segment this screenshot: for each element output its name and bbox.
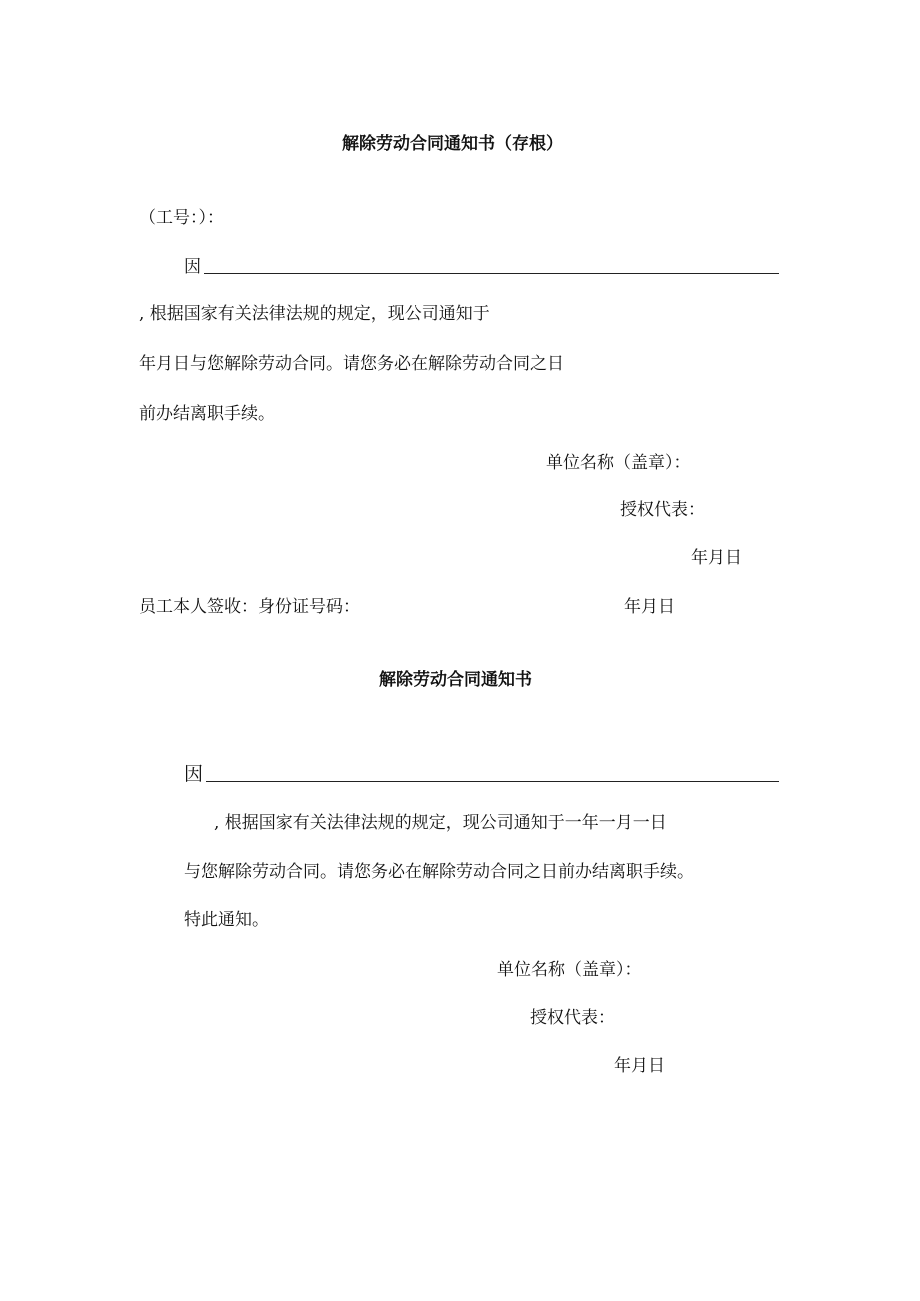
stub-reason-blank-line: [204, 273, 779, 274]
notice-date: 年月日: [614, 1056, 665, 1076]
stub-unit-name: 单位名称（盖章）：: [546, 453, 691, 473]
notice-reason-prefix: 因: [184, 763, 204, 785]
stub-reason-prefix: 因: [184, 257, 201, 277]
notice-unit-name: 单位名称（盖章）：: [497, 960, 642, 980]
stub-paragraph-2: 年月日与您解除劳动合同。请您务必在解除劳动合同之日: [139, 354, 564, 374]
stub-paragraph-3: 前办结离职手续。: [139, 404, 275, 424]
notice-paragraph-1: , 根据国家有关法律法规的规定，现公司通知于一年一月一日: [214, 813, 667, 833]
notice-paragraph-2: 与您解除劳动合同。请您务必在解除劳动合同之日前办结离职手续。: [184, 862, 694, 882]
notice-authorized-rep: 授权代表：: [530, 1008, 615, 1028]
stub-employee-date: 年月日: [624, 597, 675, 617]
stub-employee-sign: 员工本人签收：身份证号码：: [139, 597, 360, 617]
stub-employee-id-line: （工号：）：: [139, 208, 224, 228]
stub-title: 解除劳动合同通知书（存根）: [342, 134, 563, 154]
stub-paragraph-1: , 根据国家有关法律法规的规定，现公司通知于: [139, 304, 490, 324]
notice-reason-blank-line: [206, 781, 779, 782]
stub-date: 年月日: [691, 548, 742, 568]
notice-paragraph-3: 特此通知。: [184, 910, 269, 930]
notice-title: 解除劳动合同通知书: [379, 670, 532, 690]
stub-authorized-rep: 授权代表：: [620, 500, 705, 520]
